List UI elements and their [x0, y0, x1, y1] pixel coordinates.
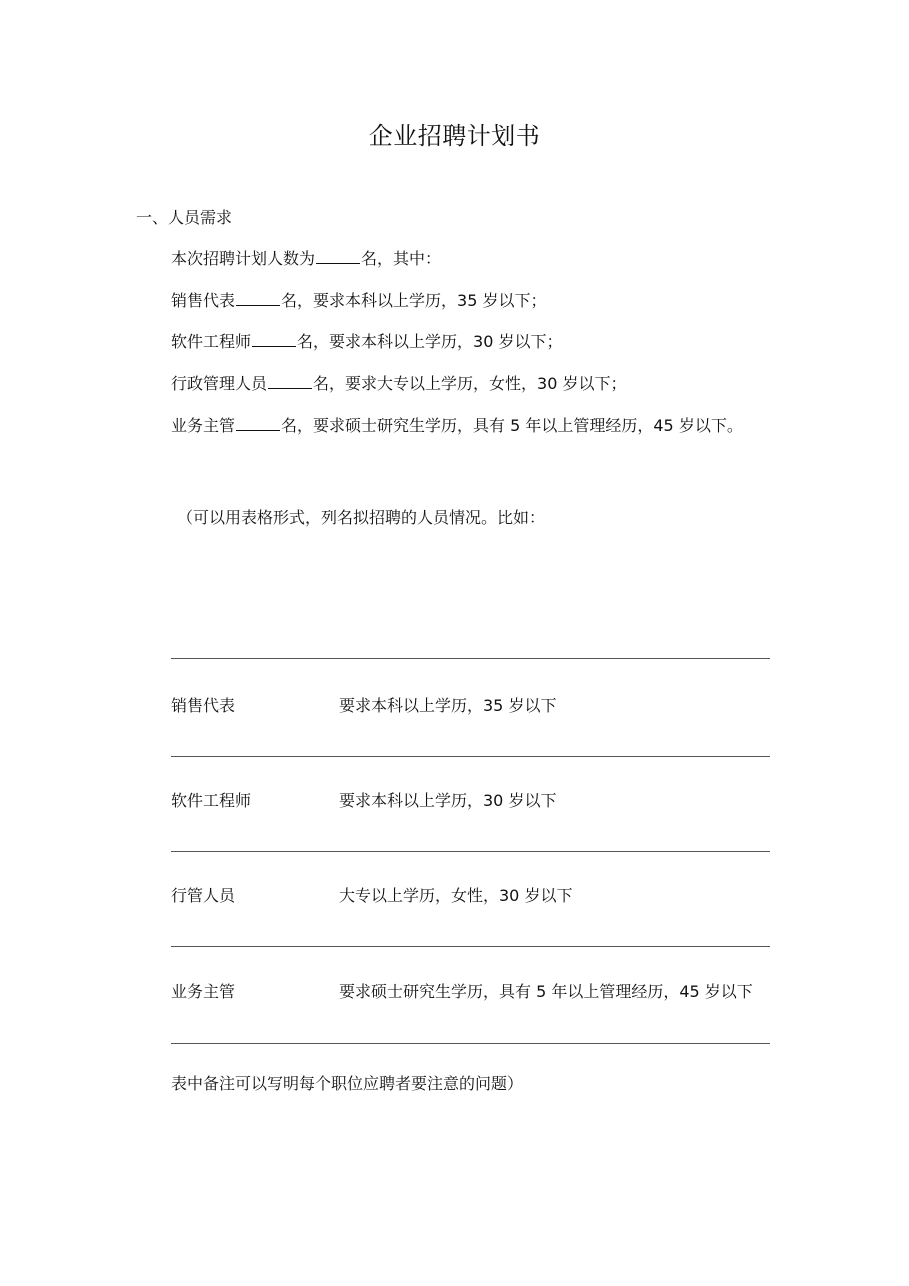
table-cell-position: 软件工程师	[171, 791, 252, 810]
requirement-text: 名，要求本科以上学历，35 岁以下；	[281, 291, 547, 310]
table-rule	[171, 756, 770, 757]
count-blank	[236, 416, 280, 431]
table-rule	[171, 946, 770, 947]
table-cell-position: 销售代表	[171, 696, 236, 715]
table-cell-requirement: 要求本科以上学历，35 岁以下	[339, 696, 557, 715]
table-rule	[171, 658, 770, 659]
section-heading: 一、人员需求	[136, 208, 233, 227]
count-blank	[316, 249, 360, 264]
table-cell-position: 业务主管	[171, 982, 236, 1001]
document-title: 企业招聘计划书	[368, 122, 541, 150]
requirement-text: 名，要求硕士研究生学历，具有 5 年以上管理经历，45 岁以下。	[281, 416, 743, 435]
count-blank	[252, 332, 296, 347]
count-blank	[236, 291, 280, 306]
table-rule	[171, 1043, 770, 1044]
requirement-position: 行政管理人员	[171, 374, 268, 393]
table-cell-requirement: 大专以上学历，女性，30 岁以下	[339, 886, 573, 905]
table-cell-requirement: 要求硕士研究生学历，具有 5 年以上管理经历，45 岁以下	[339, 982, 753, 1001]
requirement-text: 名，要求大专以上学历，女性，30 岁以下；	[313, 374, 627, 393]
footer-note: 表中备注可以写明每个职位应聘者要注意的问题）	[171, 1074, 524, 1093]
intro-line	[171, 249, 441, 269]
requirement-text: 名，要求本科以上学历，30 岁以下；	[297, 332, 563, 351]
requirement-line	[171, 416, 743, 436]
requirement-line	[171, 374, 626, 394]
table-cell-position: 行管人员	[171, 886, 236, 905]
table-note: （可以用表格形式，列名拟招聘的人员情况。比如：	[177, 508, 546, 527]
requirement-line	[171, 291, 546, 311]
intro-before: 本次招聘计划人数为	[171, 249, 316, 268]
count-blank	[268, 374, 312, 389]
requirement-line	[171, 332, 562, 352]
requirement-position: 业务主管	[171, 416, 236, 435]
table-cell-requirement: 要求本科以上学历，30 岁以下	[339, 791, 557, 810]
requirement-position: 销售代表	[171, 291, 236, 310]
requirement-position: 软件工程师	[171, 332, 252, 351]
intro-after: 名，其中：	[361, 249, 442, 268]
table-rule	[171, 851, 770, 852]
